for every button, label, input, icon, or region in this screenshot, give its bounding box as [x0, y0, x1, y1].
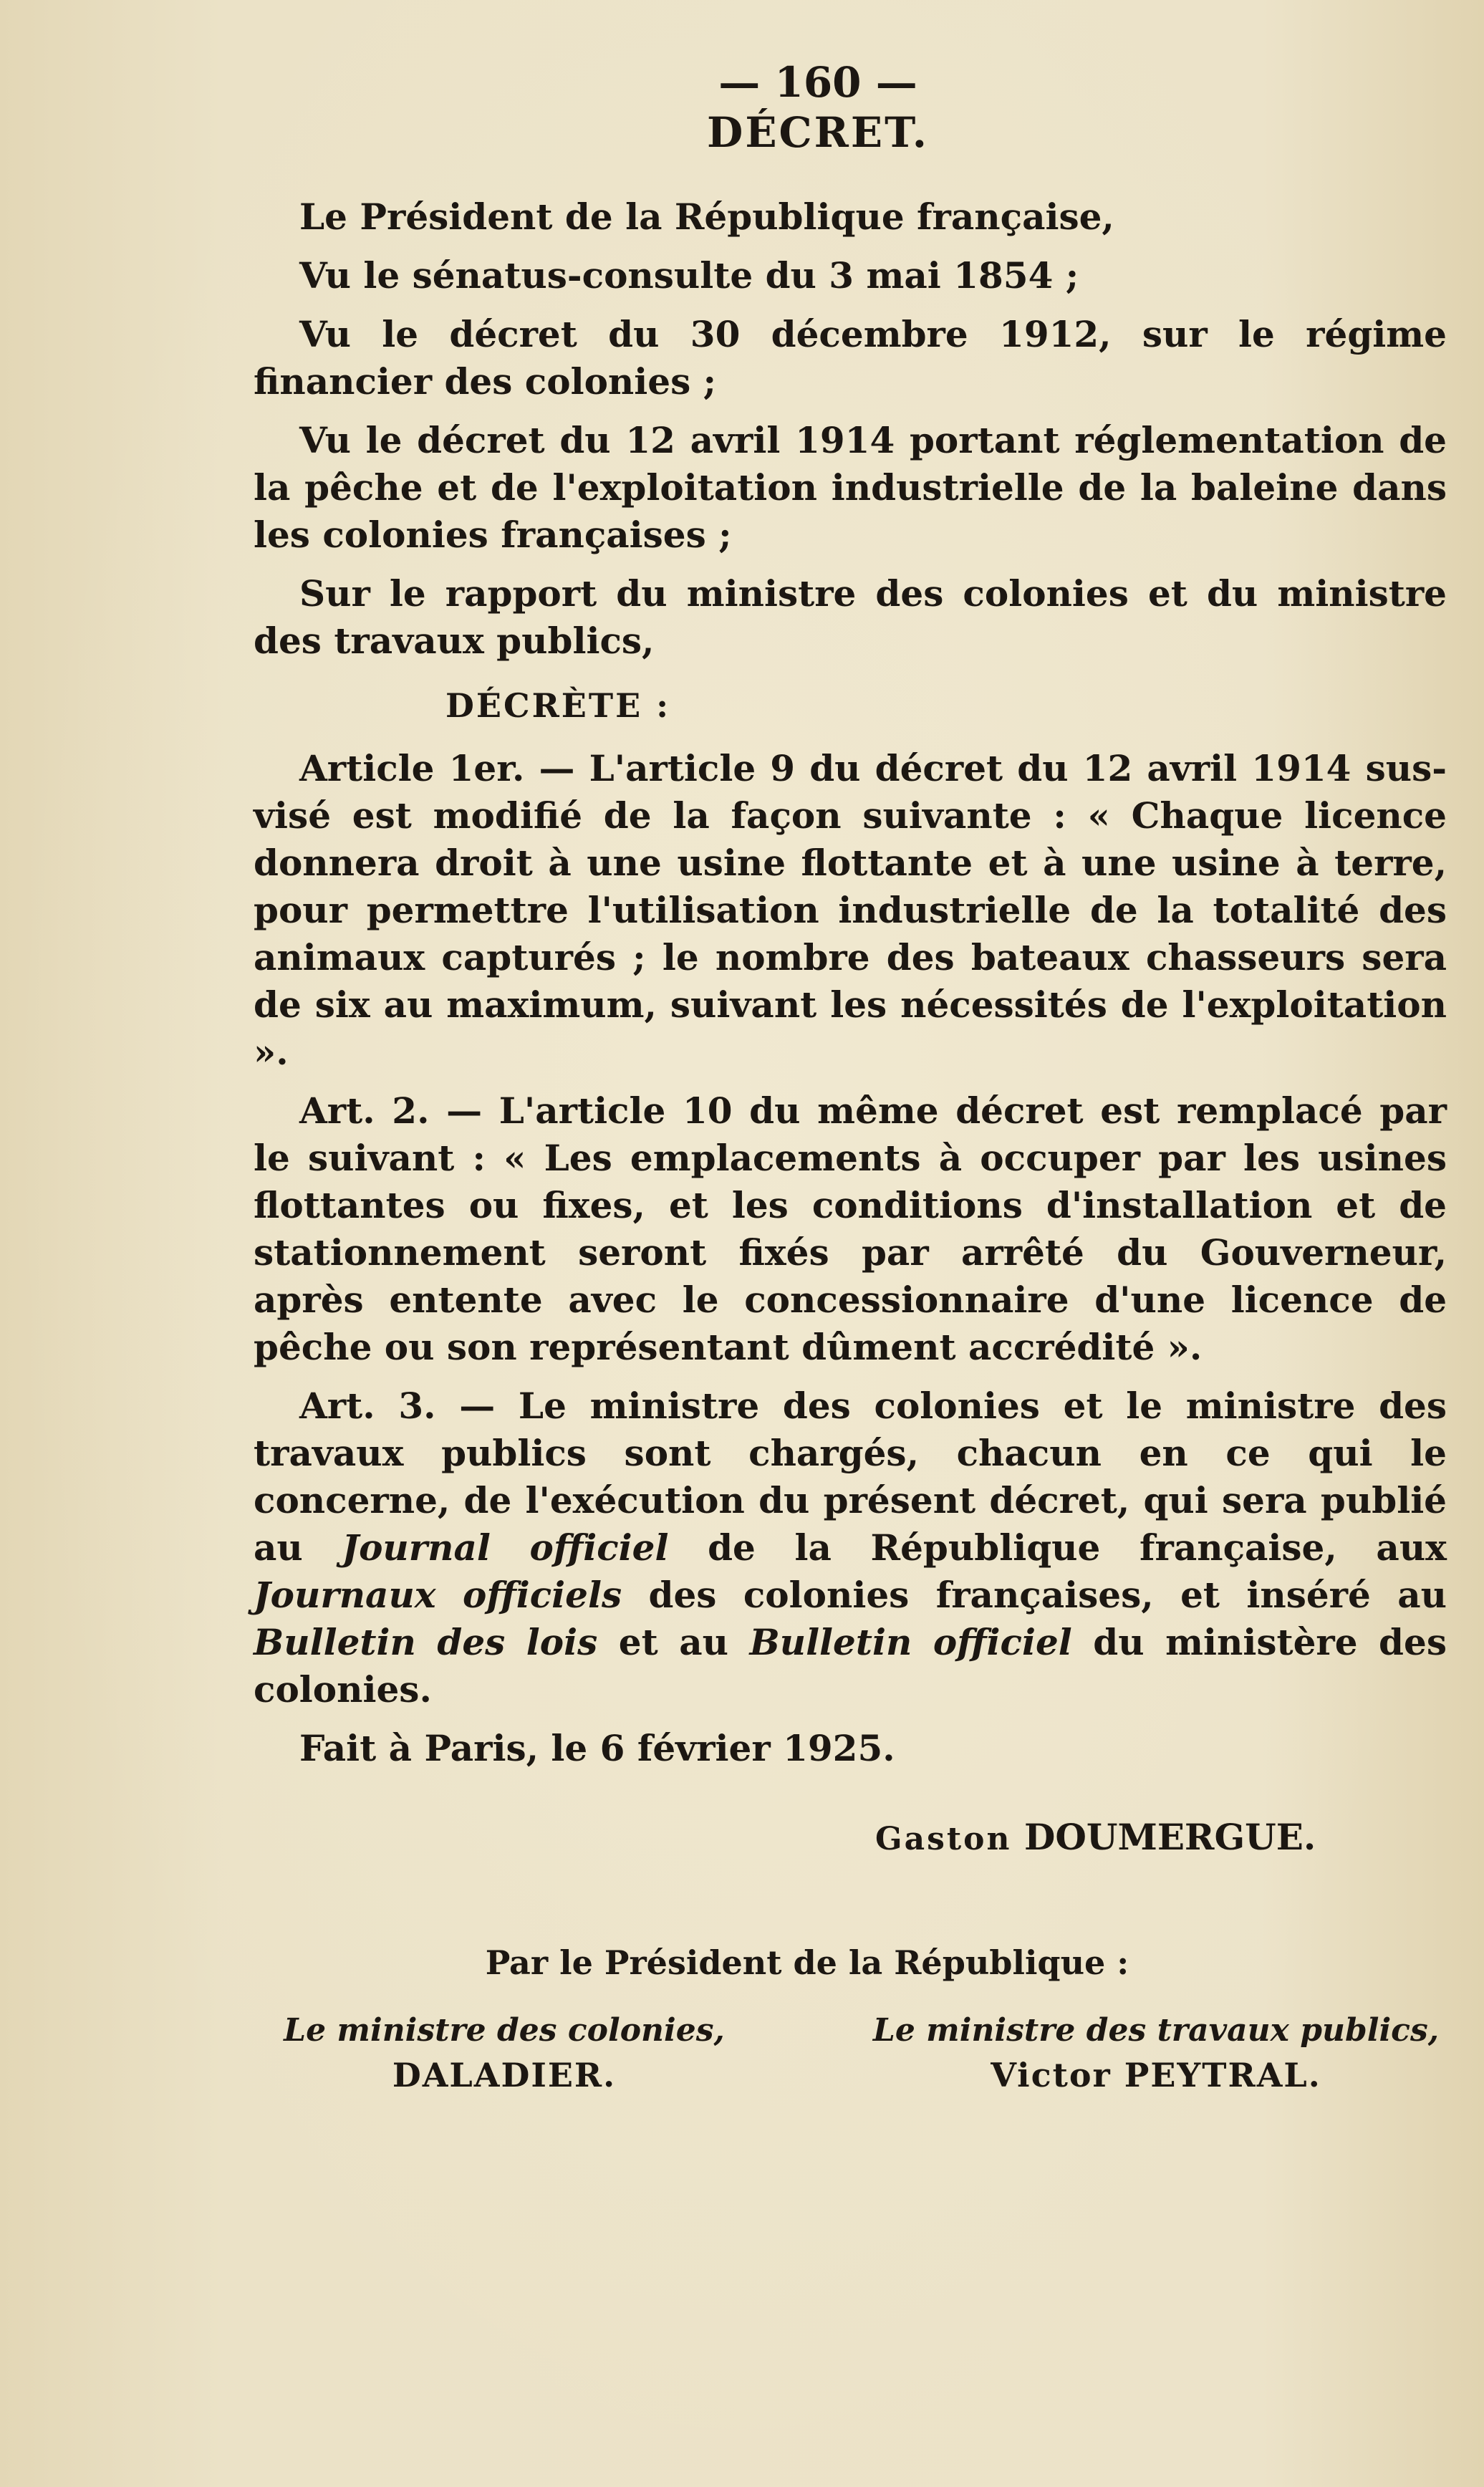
article-1-label: Article 1er. — [299, 747, 575, 789]
bulletin-des-lois-title: Bulletin des lois [254, 1621, 598, 1663]
article-3-text-2: de la République française, aux [668, 1526, 1447, 1569]
article-1 [254, 745, 1447, 1076]
countersignatures [211, 2009, 1450, 2098]
minister-travaux-last-name: PEYTRAL. [1124, 2056, 1321, 2094]
article-3-text-4: et au [597, 1621, 750, 1663]
visa-1: Vu le sénatus-consulte du 3 mai 1854 ; [299, 254, 1079, 297]
minister-colonies [211, 2009, 798, 2098]
decrete-heading: DÉCRÈTE : [445, 686, 671, 725]
signature-last-name: DOUMERGUE. [1023, 1816, 1316, 1858]
article-3-label: Art. 3. — [299, 1385, 496, 1427]
article-3-text-5: du ministère des colonies. [254, 1621, 1447, 1711]
minister-travaux-publics [862, 2009, 1450, 2098]
minister-travaux-role: Le ministre des travaux publics, [872, 2012, 1440, 2049]
journal-officiel-title: Journal officiel [342, 1526, 669, 1569]
article-3-text-3: des colonies françaises, et inséré au [622, 1574, 1447, 1616]
article-2-text: L'article 10 du même décret est remplacé par le suivant : « Les emplacements à occuper par les usines flottantes ou fixes, et les conditions d'installation et de stationnement seront fixés par arrêté du Gouverneur, après entente avec le concessionnaire d'une licence de pêche ou son représentant dûment accrédité ». [254, 1089, 1447, 1368]
signature-first-name: Gaston [875, 1821, 1012, 1857]
article-3-text-1: Le ministre des colonies et le ministre des travaux publics sont chargés, chacun en ce qui le concerne, de l'exécution du présent décret, qui sera publié au [254, 1385, 1447, 1569]
visa-3: Vu le décret du 12 avril 1914 portant réglementation de la pêche et de l'exploitation industrielle de la baleine dans les colonies françaises ; [254, 419, 1447, 556]
article-3 [254, 1382, 1447, 1713]
visa-2: Vu le décret du 30 décembre 1912, sur le régime financier des colonies ; [254, 313, 1447, 403]
article-2 [254, 1087, 1447, 1371]
journaux-officiels-title: Journaux officiels [254, 1574, 622, 1616]
par-le-president: Par le Président de la République : [485, 1943, 1129, 1982]
page-number: — 160 — [718, 58, 917, 107]
bulletin-officiel-title: Bulletin officiel [749, 1621, 1072, 1663]
page-title: DÉCRET. [707, 108, 929, 157]
article-1-text: L'article 9 du décret du 12 avril 1914 sus-visé est modifié de la façon suivante : « Chaque licence donnera droit à une usine flottante et à une usine à terre, pour permettre l'utilisation industrielle de la totalité des animaux capturés ; le nombre des bateaux chasseurs sera de six au maximum, suivant les nécessités de l'exploitation ». [254, 747, 1447, 1073]
date-place: Fait à Paris, le 6 février 1925. [299, 1727, 895, 1769]
minister-travaux-first-name: Victor [991, 2056, 1112, 2094]
decree-text [254, 57, 1447, 2098]
intro-line: Le Président de la République française, [299, 196, 1114, 238]
president-signature [875, 1812, 1447, 1865]
visa-4: Sur le rapport du ministre des colonies et du ministre des travaux publics, [254, 572, 1447, 662]
minister-travaux-name [862, 2052, 1450, 2098]
minister-colonies-role: Le ministre des colonies, [284, 2012, 725, 2049]
minister-colonies-name: DALADIER. [392, 2056, 617, 2094]
article-2-label: Art. 2. — [299, 1089, 483, 1132]
